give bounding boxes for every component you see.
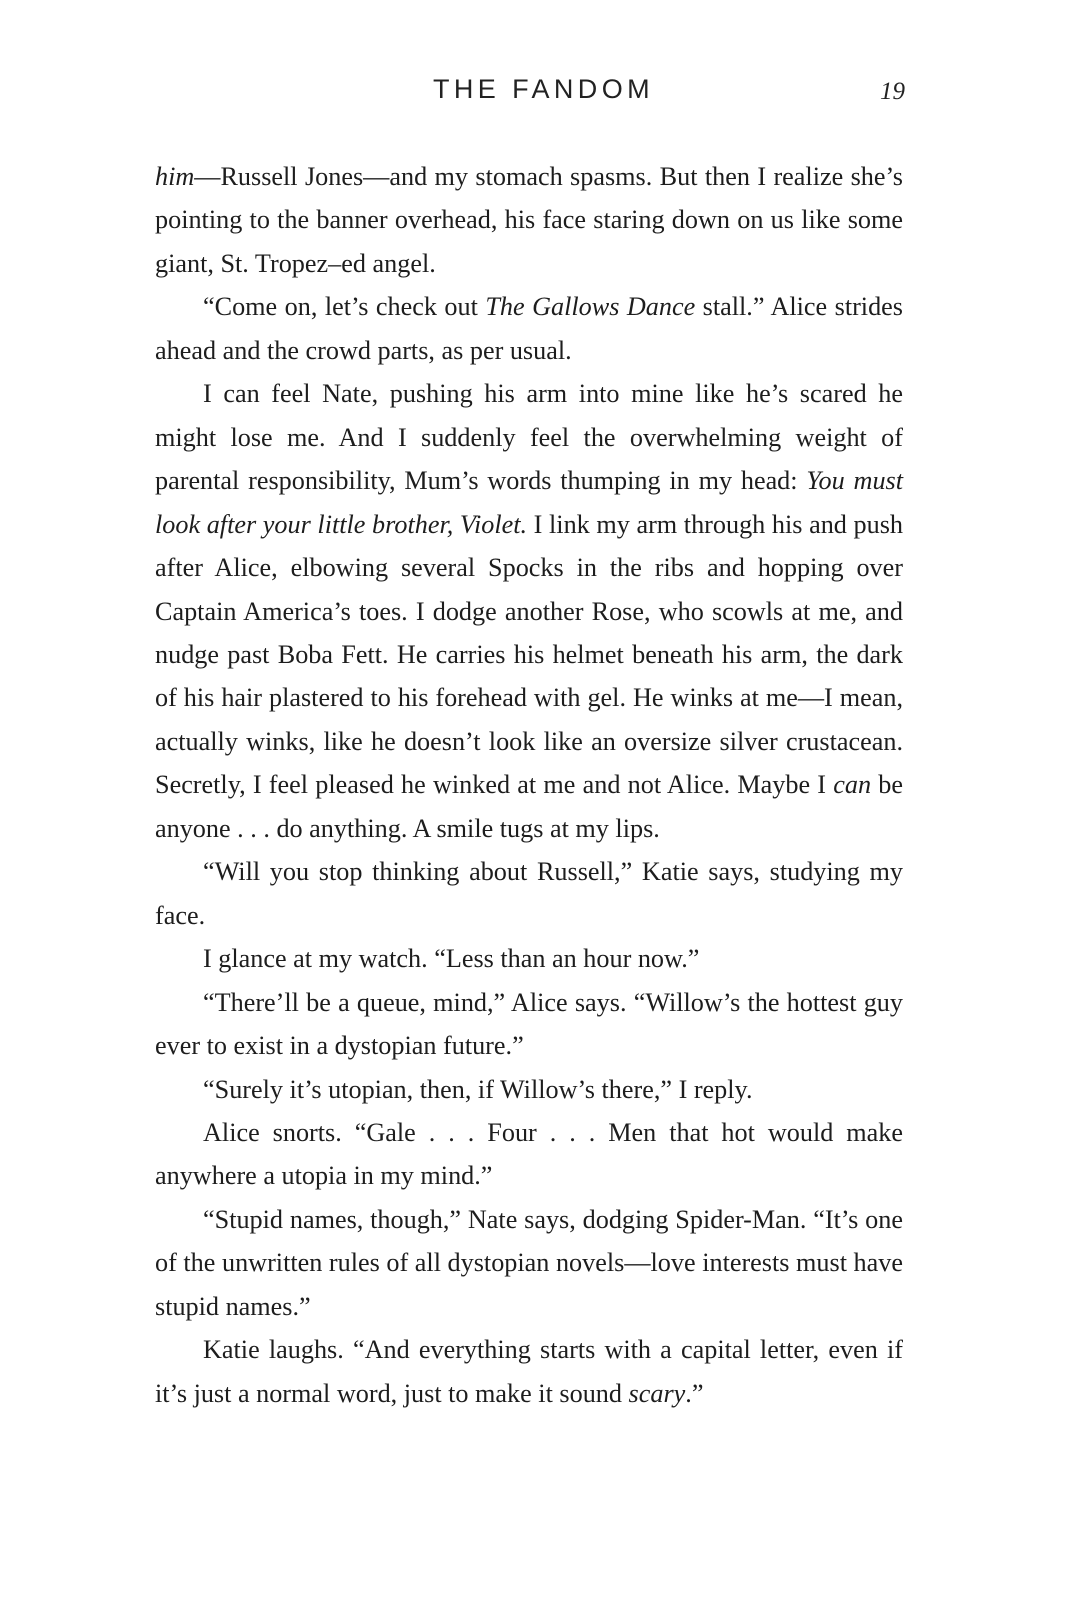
italic-text: You must look after your little brother, Violet. — [155, 466, 904, 539]
paragraph — [155, 1068, 903, 1111]
paragraph — [155, 981, 903, 1068]
text-segment: .” — [685, 1378, 704, 1408]
paragraph — [155, 155, 903, 285]
paragraph — [155, 850, 903, 937]
running-header — [0, 74, 1067, 114]
page-number: 19 — [880, 78, 905, 105]
paragraph — [155, 1328, 903, 1415]
text-segment: —Russell Jones—and my stomach spasms. But then I realize she’s pointing to the banner overhead, his face staring down on us like some giant, St. Tropez–ed angel. — [155, 162, 903, 278]
text-segment: I glance at my watch. “Less than an hour now.” — [203, 944, 700, 974]
text-segment: “Will you stop thinking about Russell,” Katie says, studying my face. — [155, 857, 903, 930]
text-segment: I link my arm through his and push after Alice, elbowing several Spocks in the ribs and hopping over Captain America’s toes. I dodge another Rose, who scowls at me, and nudge past Boba Fett. He carries his helmet beneath his arm, the dark of his hair plastered to his forehead with gel. He winks at me—I mean, actually winks, like he doesn’t look like an oversize silver crustacean. Secretly, I feel pleased he winked at me and not Alice. Maybe I — [155, 509, 903, 800]
text-segment: “Surely it’s utopian, then, if Willow’s there,” I reply. — [203, 1074, 753, 1104]
text-segment: “Come on, let’s check out — [203, 292, 486, 322]
italic-text: scary — [628, 1378, 686, 1408]
text-segment: be anyone . . . do anything. A smile tugs at my lips. — [155, 770, 904, 843]
paragraph — [155, 285, 903, 372]
text-segment: I can feel Nate, pushing his arm into mine like he’s scared he might lose me. And I suddenly feel the overwhelming weight of parental responsibility, Mum’s words thumping in my head: — [155, 379, 903, 496]
text-segment: “Stupid names, though,” Nate says, dodging Spider-Man. “It’s one of the unwritten rules of all dystopian novels—love interests must have stupid names.” — [155, 1204, 903, 1321]
italic-text: him — [155, 162, 195, 191]
running-title: THE FANDOM — [433, 74, 655, 104]
paragraph — [155, 1198, 903, 1328]
paragraph — [155, 1111, 903, 1198]
paragraph — [155, 937, 903, 980]
paragraph — [155, 372, 903, 850]
text-segment: Katie laughs. “And everything starts with a capital letter, even if it’s just a normal word, just to make it sound — [155, 1335, 903, 1408]
text-segment: “There’ll be a queue, mind,” Alice says. “Willow’s the hottest guy ever to exist in a dystopian future.” — [155, 987, 903, 1061]
text-segment: Alice snorts. “Gale . . . Four . . . Men that hot would make anywhere a utopia in my mind.” — [155, 1117, 903, 1191]
italic-text: can — [833, 770, 872, 800]
italic-text: The Gallows Dance — [485, 292, 696, 322]
body-text — [155, 155, 903, 1415]
text-segment: stall.” Alice strides ahead and the crowd parts, as per usual. — [155, 292, 903, 365]
